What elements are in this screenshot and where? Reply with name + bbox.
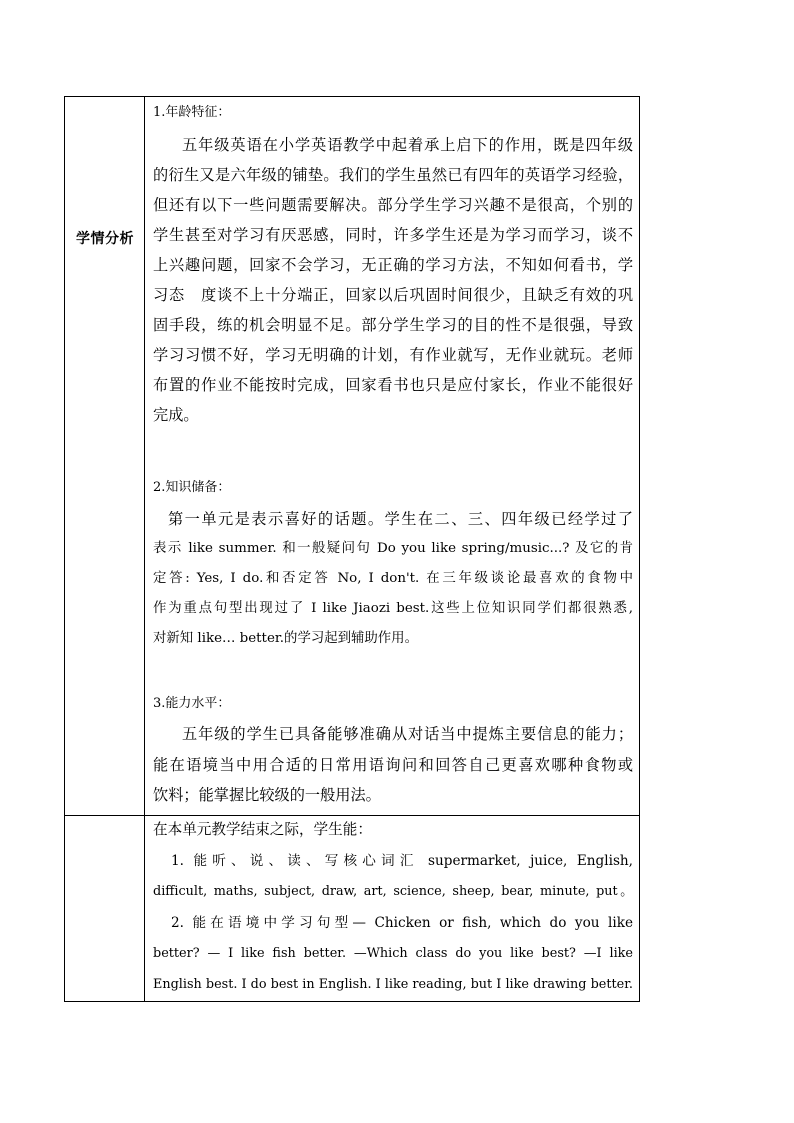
- teaching-goals-row: [65, 816, 639, 1001]
- lesson-plan-table: [64, 96, 640, 1002]
- goal-item-line: 1. 能听、说、读、写核心词汇 supermarket, juice, English,: [171, 853, 633, 869]
- student-analysis-label: 学情分析: [76, 231, 134, 247]
- paragraph-line: 定答: Yes, I do.和否定答 No, I don't. 在三年级谈论最喜欢的食物中: [153, 571, 633, 586]
- student-analysis-content: [145, 97, 639, 815]
- paragraph-line: 第一单元是表示喜好的话题。学生在二、三、四年级已经学过了: [168, 510, 633, 528]
- paragraph-line: 饮料；能掌握比较级的一般用法。: [153, 786, 381, 804]
- paragraph-line: 能在语境当中用合适的日常用语询问和回答自己更喜欢哪种食物或: [153, 756, 633, 774]
- paragraph-line: 表示 like summer. 和一般疑问句 Do you like spring/music...? 及它的肯: [153, 541, 633, 556]
- row-label-cell-empty: [65, 816, 145, 1001]
- paragraph-line: 上兴趣问题，回家不会学习，无正确的学习方法，不知如何看书，学: [153, 256, 633, 274]
- row-label-cell: [65, 97, 145, 815]
- goals-intro: 在本单元教学结束之际，学生能：: [153, 821, 372, 838]
- paragraph-line: 对新知 like… better.的学习起到辅助作用。: [153, 631, 418, 646]
- goal-item-line: English best. I do best in English. I like reading, but I like drawing better.: [153, 977, 633, 992]
- section-heading-ability: 3.能力水平：: [153, 696, 231, 711]
- paragraph-line: 五年级的学生已具备能够准确从对话当中提炼主要信息的能力；: [182, 725, 633, 743]
- goal-item-line: better? — I like fish better. —Which class do you like best? —I like: [153, 946, 633, 961]
- paragraph-line: 布置的作业不能按时完成，回家看书也只是应付家长，作业不能很好: [153, 376, 633, 394]
- paragraph-line: 五年级英语在小学英语教学中起着承上启下的作用，既是四年级: [182, 136, 633, 154]
- paragraph-line: 完成。: [153, 406, 199, 424]
- paragraph-line: 的衍生又是六年级的铺垫。我们的学生虽然已有四年的英语学习经验，: [153, 166, 633, 184]
- goal-item-line: difficult, maths, subject, draw, art, science, sheep, bear, minute, put。: [153, 884, 633, 899]
- section-heading-knowledge: 2.知识储备：: [153, 480, 231, 495]
- goal-item-line: 2. 能在语境中学习句型— Chicken or fish, which do you like: [171, 915, 633, 931]
- teaching-goals-content: [145, 816, 639, 1001]
- paragraph-line: 固手段，练的机会明显不足。部分学生学习的目的性不是很强，导致: [153, 316, 633, 334]
- paragraph-line: 作为重点句型出现过了 I like Jiaozi best.这些上位知识同学们都很熟悉,: [153, 601, 633, 616]
- paragraph-line: 学习习惯不好，学习无明确的计划，有作业就写，无作业就玩。老师: [153, 346, 633, 364]
- paragraph-line: 习态 度谈不上十分端正，回家以后巩固时间很少，且缺乏有效的巩: [153, 286, 633, 304]
- section-heading-age: 1.年龄特征：: [153, 105, 231, 120]
- student-analysis-row: [65, 97, 639, 816]
- paragraph-line: 但还有以下一些问题需要解决。部分学生学习兴趣不是很高，个别的: [153, 196, 633, 214]
- paragraph-line: 学生甚至对学习有厌恶感，同时，许多学生还是为学习而学习，谈不: [153, 226, 633, 244]
